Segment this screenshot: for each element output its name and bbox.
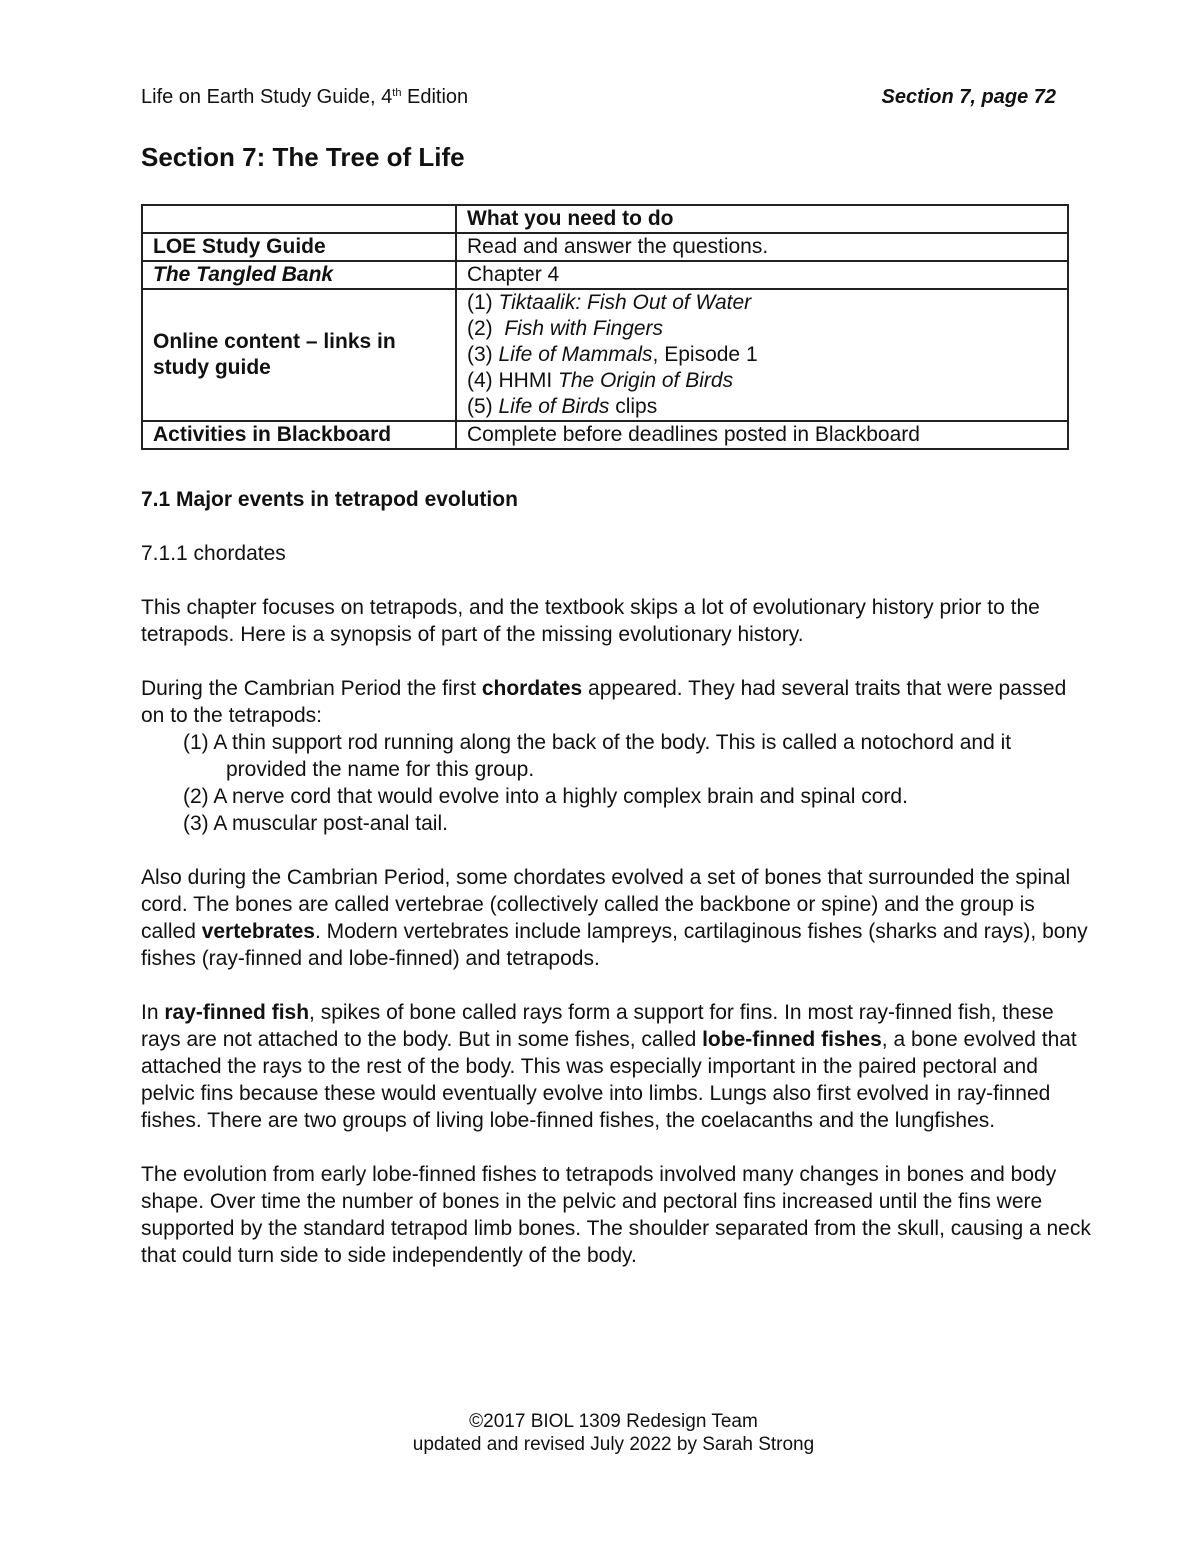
- table-row: [142, 233, 1068, 261]
- subsection-heading: 7.1.1 chordates: [141, 542, 286, 565]
- table-row-label: Online content – links in study guide: [142, 289, 456, 421]
- text-run: . Modern vertebrates include lampreys, cartilaginous fishes (sharks and rays), bony fishes (ray-finned and lobe-finned) and tetrapods.: [141, 920, 1088, 970]
- table-row-label: Activities in Blackboard: [142, 421, 456, 449]
- running-header-left: [141, 85, 468, 109]
- table-row-label: LOE Study Guide: [142, 233, 456, 261]
- online-content-item: [467, 368, 1057, 394]
- table-row-value: Read and answer the questions.: [456, 233, 1068, 261]
- section-heading: 7.1 Major events in tetrapod evolution: [141, 488, 518, 511]
- footer-copyright: ©2017 BIOL 1309 Redesign Team: [469, 1411, 758, 1432]
- table-header-row: [142, 205, 1068, 233]
- paragraph-vertebrates: [141, 864, 1091, 972]
- text-run: In: [141, 1001, 165, 1024]
- online-content-item: [467, 290, 1057, 316]
- online-content-list: [456, 289, 1068, 421]
- online-item-suffix: , Episode 1: [652, 343, 758, 366]
- footer-revision: updated and revised July 2022 by Sarah Strong: [412, 1434, 815, 1455]
- table-row: [142, 421, 1068, 449]
- header-superscript: th: [392, 87, 402, 99]
- online-item-title: Fish with Fingers: [504, 317, 664, 340]
- table-row-value: Chapter 4: [456, 261, 1068, 289]
- header-edition: Edition: [401, 86, 469, 108]
- table-header-cell: What you need to do: [456, 205, 1068, 233]
- running-header-right: Section 7, page 72: [881, 86, 1056, 108]
- term-lobe-finned-fishes: lobe-finned fishes: [702, 1028, 882, 1051]
- term-vertebrates: vertebrates: [201, 920, 315, 943]
- table-header-empty-cell: [142, 205, 456, 233]
- table-row: [142, 261, 1068, 289]
- page-footer: [0, 1410, 1200, 1456]
- online-item-title: Life of Mammals: [498, 343, 653, 366]
- text-run: , a bone evolved that attached the rays to the rest of the body. This was especially important in the paired pectoral and pelvic fins because these would eventually evolve into limbs. Lungs also first evolved in ray-finned fishes. There are two groups of living lobe-finned fishes, the coelacanths and the lungfishes.: [141, 1028, 1077, 1132]
- page-title: Section 7: The Tree of Life: [141, 142, 465, 172]
- text-run: Also during the Cambrian Period, some chordates evolved a set of bones that surrounded the spinal cord. The bones are called vertebrae (collectively called the backbone or spine) and the group is called: [141, 866, 1071, 943]
- online-item-number: (4) HHMI: [467, 369, 558, 392]
- paragraph-chordates: [141, 675, 1091, 729]
- term-chordates: chordates: [481, 677, 583, 700]
- text-run: During the Cambrian Period the first: [141, 677, 482, 700]
- text-run: appeared. They had several traits that were passed on to the tetrapods:: [141, 677, 1067, 727]
- online-item-title: The Origin of Birds: [558, 369, 734, 392]
- paragraph-intro: This chapter focuses on tetrapods, and the textbook skips a lot of evolutionary history prior to the tetrapods. Here is a synopsis of part of the missing evolutionary history.: [141, 596, 1040, 646]
- online-item-number: (2): [467, 317, 505, 340]
- section-content: [141, 486, 1091, 1296]
- online-item-suffix: clips: [609, 395, 658, 418]
- list-item: (3) A muscular post-anal tail.: [183, 812, 448, 835]
- paragraph-tetrapod-evolution: The evolution from early lobe-finned fishes to tetrapods involved many changes in bones and body shape. Over time the number of bones in the pelvic and pectoral fins increased until the fins were supported by the standard tetrapod limb bones. The shoulder separated from the skull, causing a neck that could turn side to side independently of the body.: [141, 1163, 1091, 1267]
- online-item-title: Life of Birds: [498, 395, 610, 418]
- list-item: (2) A nerve cord that would evolve into a highly complex brain and spinal cord.: [183, 785, 908, 808]
- table-row: [142, 289, 1068, 421]
- online-item-number: (5): [467, 395, 499, 418]
- header-title: Life on Earth Study Guide, 4: [141, 86, 393, 108]
- list-item: (1) A thin support rod running along the back of the body. This is called a notochord and it provided the name for this group.: [183, 731, 1012, 781]
- term-ray-finned-fish: ray-finned fish: [164, 1001, 310, 1024]
- text-run: , spikes of bone called rays form a support for fins. In most ray-finned fish, these rays are not attached to the body. But in some fishes, called: [141, 1001, 1054, 1051]
- online-item-number: (3): [467, 343, 499, 366]
- online-item-title: Tiktaalik: Fish Out of Water: [498, 291, 752, 314]
- online-content-item: [467, 342, 1057, 368]
- online-content-item: [467, 394, 1057, 420]
- paragraph-fishes: [141, 999, 1091, 1134]
- table-row-label: The Tangled Bank: [142, 261, 456, 289]
- online-content-item: [467, 316, 1057, 342]
- chordate-traits-list: [141, 729, 1091, 837]
- table-row-value: Complete before deadlines posted in Blackboard: [456, 421, 1068, 449]
- online-item-number: (1): [467, 291, 499, 314]
- assignment-table: [141, 204, 1069, 450]
